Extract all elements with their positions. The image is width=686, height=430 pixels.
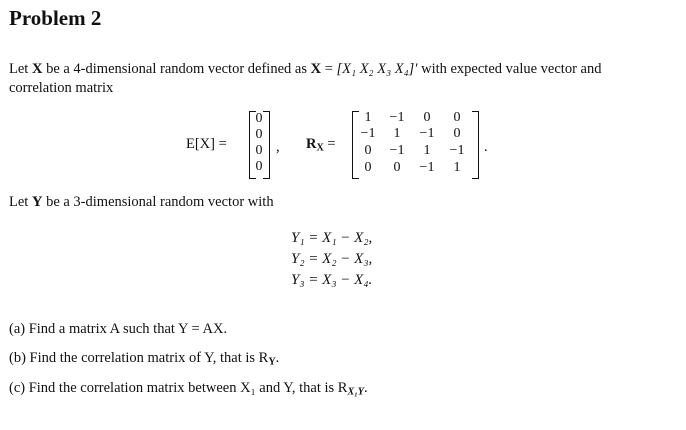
intro-text-mid: be a 4-dimensional random vector defined as [42, 61, 311, 77]
question-a: (a) Find a matrix A such that Y = AX. [9, 321, 228, 337]
corr-cell: −1 [389, 143, 405, 158]
corr-cell: 0 [423, 110, 431, 125]
y-def-vector-Y: Y [31, 194, 43, 210]
intro-line-2: correlation matrix [9, 80, 114, 96]
corr-cell: 1 [364, 110, 372, 125]
intro-vector: [X₁ X₂ X₃ X₄]′ [336, 61, 418, 77]
mean-separator: , [276, 139, 280, 155]
intro-equals: = [321, 61, 337, 77]
question-c: (c) Find the correlation matrix between X₁ and Y, that is $R_{X_1Y}$. [9, 380, 368, 398]
corr-equals: = [327, 136, 336, 152]
equation-y1: Y₁ = X₁ − X₂, [291, 230, 373, 246]
problem-title: Problem 2 [9, 6, 102, 30]
mean-label: E[X] = [186, 136, 227, 152]
corr-right-bracket [472, 111, 479, 179]
corr-cell: −1 [449, 143, 465, 158]
corr-cell: 0 [393, 160, 401, 175]
mean-value: 0 [255, 111, 263, 126]
intro-text-before: Let [9, 61, 32, 77]
corr-cell: −1 [360, 126, 376, 141]
question-b: (b) Find the correlation matrix of Y, that is $R_Y$. [9, 350, 280, 368]
corr-cell: −1 [419, 126, 435, 141]
y-def-text-before: Let [9, 194, 32, 210]
corr-cell: −1 [419, 160, 435, 175]
corr-label-R: R [306, 136, 317, 152]
intro-text-after: with expected value vector and [417, 61, 602, 77]
corr-end: . [484, 139, 488, 155]
corr-label [306, 136, 336, 153]
intro-vector-X: X [31, 61, 43, 77]
corr-cell: 0 [453, 126, 461, 141]
y-definition [9, 194, 274, 211]
intro-line-1 [9, 61, 601, 78]
corr-cell: −1 [389, 110, 405, 125]
mean-value: 0 [255, 127, 263, 142]
question-c-text: (c) Find the correlation matrix between X₁ and Y, that is R [9, 380, 348, 396]
intro-vector-X-def: X [310, 61, 322, 77]
mean-value: 0 [255, 159, 263, 174]
question-b-sub: Y [268, 356, 276, 368]
corr-cell: 0 [364, 143, 372, 158]
mean-value: 0 [255, 143, 263, 158]
corr-label-sub: X [316, 142, 324, 154]
corr-cell: 0 [364, 160, 372, 175]
equation-y2: Y₂ = X₂ − X₃, [291, 251, 373, 267]
question-c-sub: X₁Y [347, 386, 364, 398]
equation-y3: Y₃ = X₃ − X₄. [291, 272, 373, 288]
corr-cell: 1 [423, 143, 431, 158]
corr-cell: 0 [453, 110, 461, 125]
corr-cell: 1 [393, 126, 401, 141]
y-def-text-after: be a 3-dimensional random vector with [42, 194, 274, 210]
question-b-text: (b) Find the correlation matrix of Y, that is R [9, 350, 269, 366]
corr-cell: 1 [453, 160, 461, 175]
